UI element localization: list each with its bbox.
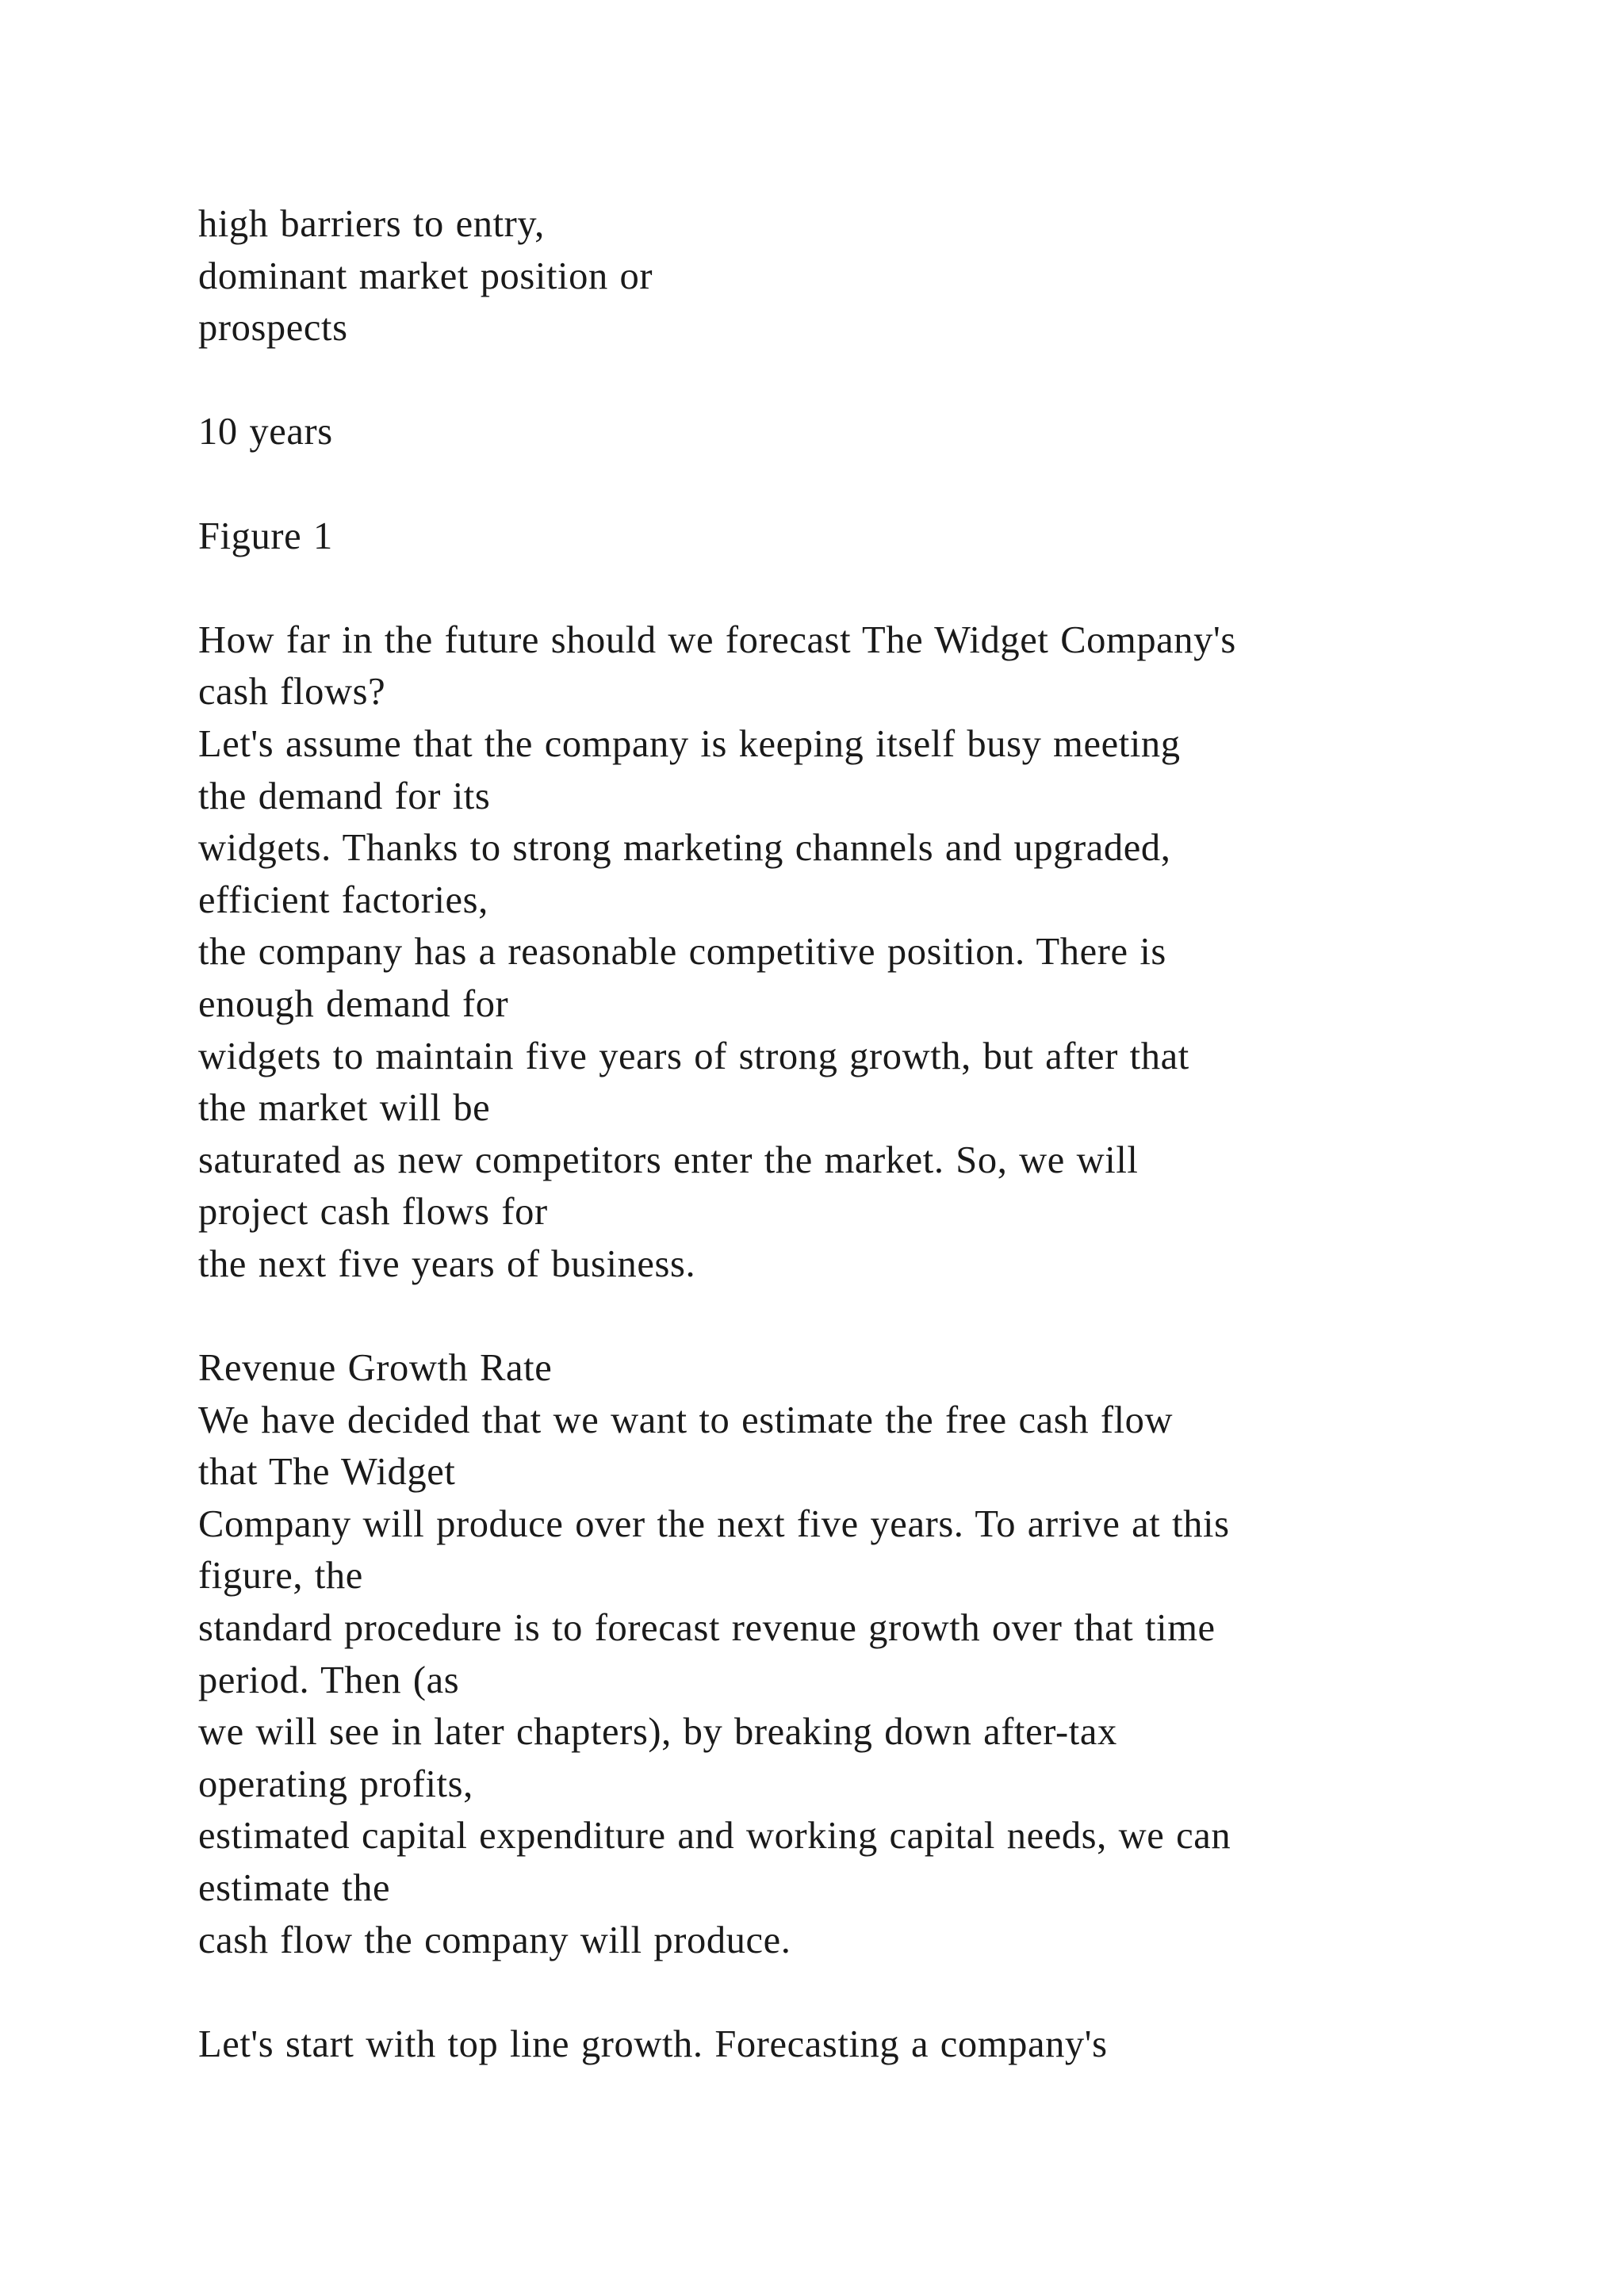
text-line: cash flow the company will produce. <box>198 1919 791 1961</box>
blank-line <box>198 1290 1546 1342</box>
text-line: standard procedure is to forecast revenue growth over that time <box>198 1607 1216 1650</box>
text-line: project cash flows for <box>198 1191 548 1234</box>
figure-label: Figure 1 <box>198 515 333 557</box>
text-line: we will see in later chapters), by breaking down after-tax <box>198 1711 1117 1754</box>
text-line: Let's start with top line growth. Forecasting a company's <box>198 2022 1108 2065</box>
text-line: that The Widget <box>198 1451 456 1494</box>
text-line: cash flows? <box>198 671 386 714</box>
text-line: period. Then (as <box>198 1659 460 1701</box>
text-line: We have decided that we want to estimate the free cash flow <box>198 1399 1174 1441</box>
text-line: saturated as new competitors enter the market. So, we will <box>198 1138 1139 1181</box>
text-line: figure, the <box>198 1555 363 1598</box>
section-heading: Revenue Growth Rate <box>198 1347 553 1390</box>
text-line: prospects <box>198 307 348 350</box>
text-line: estimated capital expenditure and working capital needs, we can <box>198 1815 1231 1858</box>
blank-line <box>198 458 1546 511</box>
text-line: the company has a reasonable competitive position. There is <box>198 931 1166 974</box>
text-line: widgets to maintain five years of strong growth, but after that <box>198 1035 1189 1077</box>
text-line: the next five years of business. <box>198 1242 696 1285</box>
text-line: enough demand for <box>198 982 509 1025</box>
blank-line <box>198 354 1546 407</box>
text-line: high barriers to entry, <box>198 203 545 245</box>
text-line: estimate the <box>198 1867 391 1909</box>
text-line: dominant market position or <box>198 254 653 297</box>
text-line: efficient factories, <box>198 878 488 921</box>
text-line: widgets. Thanks to strong marketing channels and upgraded, <box>198 827 1171 870</box>
text-line: Let's assume that the company is keeping itself busy meeting <box>198 722 1181 765</box>
blank-line <box>198 1966 1546 2019</box>
text-line: operating profits, <box>198 1762 473 1805</box>
text-line: the demand for its <box>198 775 491 817</box>
text-line: 10 years <box>198 411 333 453</box>
document-page <box>198 198 1546 2070</box>
text-line: Company will produce over the next five years. To arrive at this <box>198 1502 1230 1545</box>
text-line: the market will be <box>198 1087 491 1130</box>
text-line: How far in the future should we forecast The Widget Company's <box>198 618 1236 661</box>
blank-line <box>198 562 1546 614</box>
